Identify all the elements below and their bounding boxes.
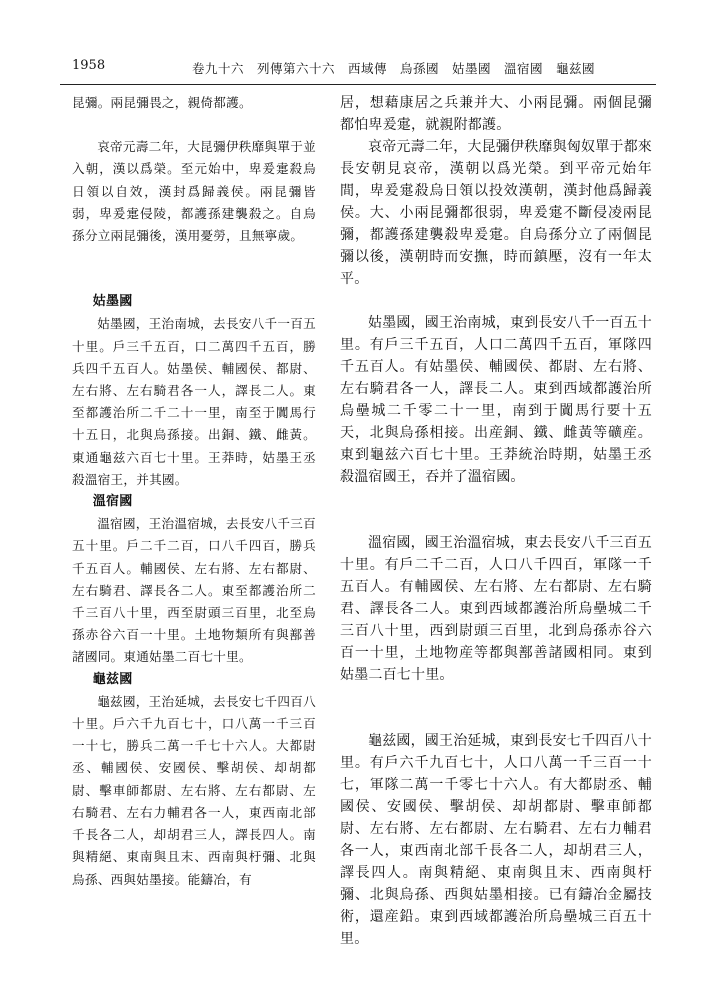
heading-wensu: 溫宿國 — [92, 494, 133, 510]
page-header — [72, 58, 652, 80]
heading-gumo: 姑墨國 — [92, 294, 133, 310]
paragraph-wusun-aidi: 哀帝元壽二年，大昆彌伊秩靡與單于並入朝，漢以爲榮。至元始中，卑爰疐殺烏日領以自效，漢封爲歸義侯。兩昆彌皆弱，卑爰疐侵陵，都護孫建襲殺之。自烏孫分立兩昆彌後，漢用憂勞，且無寧歲。 — [72, 139, 316, 244]
running-title: 卷九十六 列傳第六十六 西域傳 烏孫國 姑墨國 溫宿國 龜兹國 — [192, 61, 596, 76]
translation-qiuci: 龜兹國，國王治延城，東到長安七千四百八十里。有戶六千九百七十，人口八萬一千三百一十七，軍隊二萬一千零七十六人。有大都尉丞、輔國侯、安國侯、擊胡侯、却胡都尉、擊車師都尉、左右將、左右都尉、左右騎君、左右力輔君各一人，東西南北部千長各二人，却胡君三人，譯長四人。南與精絕、東南與且末、西南與杅彌、北與烏孫、西與姑墨相接。已有鑄冶金屬技術，還産鉛。東到西域都護治所烏壘城三百五十里。 — [340, 733, 652, 947]
paragraph-wensu: 溫宿國，王治溫宿城，去長安八千三百五十里。戶二千二百，口八千四百，勝兵千五百人。輔國侯、左右將、左右都尉、左右騎君、譯長各二人。東至都護治所二千三百八十里，西至尉頭三百里，北至烏孫赤谷六百一十里。土地物類所有與鄯善諸國同。東通姑墨二百七十里。 — [72, 516, 316, 665]
page-number: 1958 — [72, 58, 106, 73]
translation-wensu: 溫宿國，國王治溫宿城，東去長安八千三百五十里。有戶二千二百，人口八千四百，軍隊一千五百人。有輔國侯、左右將、左右都尉、左右騎君、譯長各二人。東到西域都護治所烏壘城二千三百八十里，西到尉頭三百里，北到烏孫赤谷六百一十里，土地物産等都與鄯善諸國相同。東到姑墨二百七十里。 — [340, 535, 652, 683]
paragraph-qiuci: 龜兹國，王治延城，去長安七千四百八十里。戶六千九百七十，口八萬一千三百一十七，勝兵二萬一千七十六人。大都尉丞、輔國侯、安國侯、擊胡侯、却胡都尉、擊車師都尉、左右將、左右都尉、左右騎君、左右力輔君各一人，東西南北部千長各二人，却胡君三人，譯長四人。南與精絕、東南與且末、西南與杅彌、北與烏孫、西與姑墨接。能鑄冶，有 — [72, 693, 316, 887]
classical-text-column — [72, 92, 316, 891]
translation-column — [340, 92, 652, 950]
paragraph-wusun-end: 昆彌。兩昆彌畏之，親倚都護。 — [72, 95, 252, 110]
header-rule — [60, 84, 656, 85]
translation-wusun-end: 居，想藉康居之兵兼并大、小兩昆彌。兩個昆彌都怕卑爰疐，就親附都護。 — [340, 95, 652, 133]
translation-wusun-aidi: 哀帝元壽二年，大昆彌伊秩靡與匈奴單于都來長安朝見哀帝，漢朝以爲光榮。到平帝元始年間，卑爰疐殺烏日領以投效漢朝，漢封他爲歸義侯。大、小兩昆彌都很弱，卑爰疐不斷侵凌兩昆彌，都護孫建襲殺卑爰疐。自烏孫分立了兩個昆彌以後，漢朝時而安撫，時而鎮壓，沒有一年太平。 — [340, 139, 652, 287]
paragraph-gumo: 姑墨國，王治南城，去長安八千一百五十里。戶三千五百，口二萬四千五百，勝兵四千五百人。姑墨侯、輔國侯、都尉、左右將、左右騎君各一人，譯長二人。東至都護治所二千二十一里，南至于闐馬行十五日，北與烏孫接。出銅、鐵、雌黃。東通龜兹六百七十里。王莽時，姑墨王丞殺溫宿王，并其國。 — [72, 316, 316, 487]
translation-gumo: 姑墨國，國王治南城，東到長安八千一百五十里。有戶三千五百，人口二萬四千五百，軍隊四千五百人。有姑墨侯、輔國侯、都尉、左右將、左右騎君各一人，譯長二人。東到西域都護治所烏壘城二千零二十一里，南到于闐馬行要十五天，北與烏孫相接。出産銅、鐵、雌黃等礦産。東到龜兹六百七十里。王莽統治時期，姑墨王丞殺溫宿國王，吞并了溫宿國。 — [340, 315, 652, 485]
heading-qiuci: 龜兹國 — [92, 671, 133, 687]
